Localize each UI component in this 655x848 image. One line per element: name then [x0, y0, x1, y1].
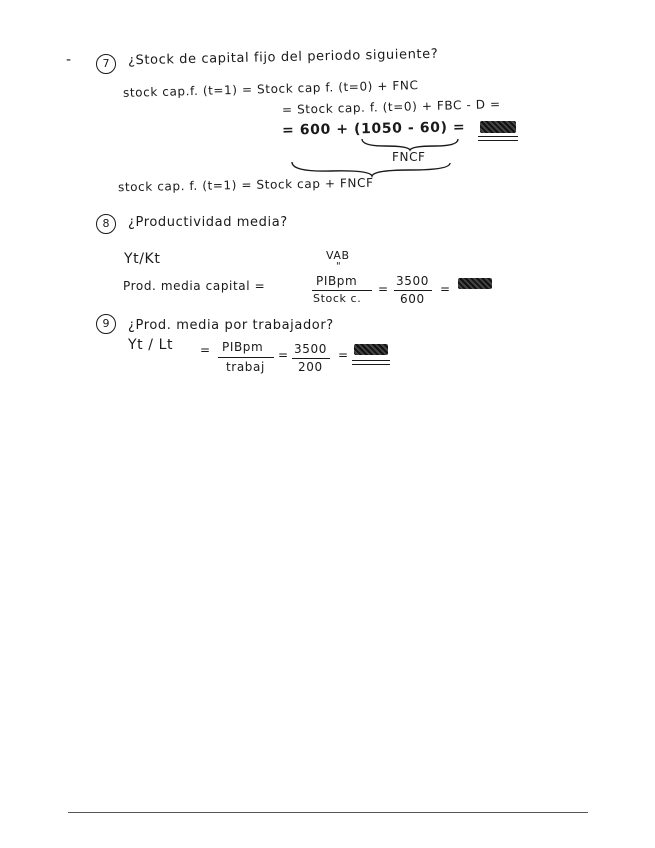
q8-equals-1: = [378, 282, 389, 296]
question-8-text: ¿Productividad media? [128, 215, 288, 230]
q9-numerator-1: PIBpm [222, 340, 264, 354]
q9-equals-1: = [278, 348, 289, 362]
q7-brace-label: FNCF [392, 150, 426, 164]
q9-denominator-1: trabaj [226, 360, 265, 374]
q9-fraction-line-2 [292, 358, 330, 359]
q7-equation-line-3: = 600 + (1050 - 60) = [281, 119, 466, 139]
question-number-7: 7 [96, 54, 116, 74]
question-7-text: ¿Stock de capital fijo del periodo siguiente? [127, 46, 439, 69]
q8-numerator-2: 3500 [396, 274, 429, 288]
question-9-text: ¿Prod. media por trabajador? [128, 318, 334, 333]
page-bottom-rule [68, 812, 588, 813]
q8-label: Prod. media capital = [123, 279, 266, 293]
q9-equals-0: = [200, 343, 211, 357]
q8-ratio: Yt/Kt [124, 251, 161, 267]
question-number-8: 8 [96, 214, 116, 234]
question-number-9: 9 [96, 314, 116, 334]
q8-denominator-2: 600 [400, 292, 425, 306]
q9-numerator-2: 3500 [294, 342, 327, 356]
q8-vab-mark: " [336, 261, 342, 272]
q9-equals-2: = [338, 348, 349, 362]
q9-denominator-2: 200 [298, 360, 323, 374]
margin-dash: - [66, 52, 72, 68]
q8-equals-2: = [440, 282, 451, 296]
q8-vab: VAB [326, 249, 350, 262]
q9-ratio: Yt / Lt [128, 337, 174, 353]
q9-result-scribble [354, 344, 388, 355]
q7-equation-line-4: stock cap. f. (t=1) = Stock cap + FNCF [117, 175, 374, 195]
q7-equation-line-2: = Stock cap. f. (t=0) + FBC - D = [281, 97, 501, 117]
q8-fraction-line-1 [312, 290, 372, 291]
q9-fraction-line-1 [218, 357, 274, 358]
q8-result-scribble [458, 278, 492, 289]
q8-denominator-1: Stock c. [313, 292, 362, 305]
q7-equation-line-1: stock cap.f. (t=1) = Stock cap f. (t=0) + FNC [122, 78, 419, 100]
q9-result-underline [352, 360, 390, 365]
q8-fraction-line-2 [394, 290, 432, 291]
q8-numerator-1: PIBpm [316, 274, 358, 288]
